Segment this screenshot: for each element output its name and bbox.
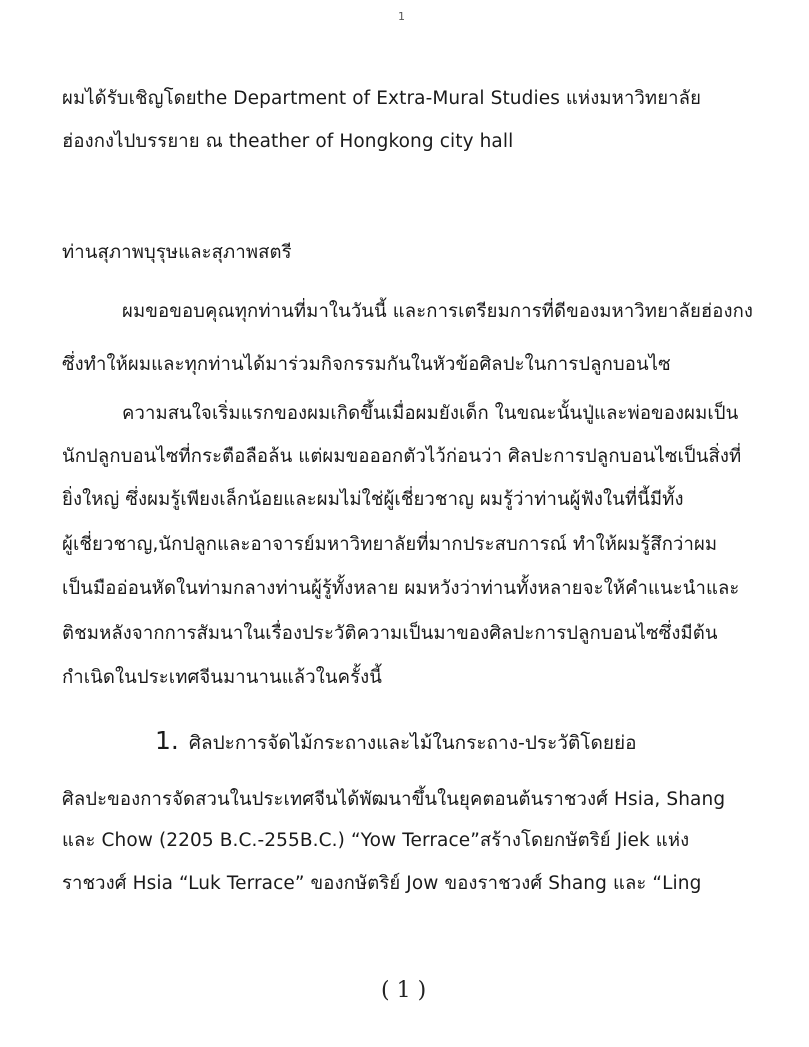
paragraph2-line-6: ติชมหลังจากการสัมนาในเรื่องประวัติความเป็นมาของศิลปะการปลูกบอนไซซึ่งมีต้น — [62, 623, 718, 644]
section-title: ศิลปะการจัดไม้กระถางและไม้ในกระถาง-ประวัติโดยย่อ — [188, 732, 637, 754]
paragraph2-line-2: นักปลูกบอนไซที่กระตือลือล้น แต่ผมขอออกตัวไว้ก่อนว่า ศิลปะการปลูกบอนไซเป็นสิ่งที่ — [62, 446, 742, 467]
paragraph2-line-4: ผู้เชี่ยวชาญ,นักปลูกและอาจารย์มหาวิทยาลัยที่มากประสบการณ์ ทำให้ผมรู้สึกว่าผม — [62, 534, 718, 555]
paragraph3-line-2: และ Chow (2205 B.C.-255B.C.) “Yow Terrace”สร้างโดยกษัตริย์ Jiek แห่ง — [62, 830, 690, 851]
top-page-mark: 1 — [398, 10, 405, 23]
intro-line-1: ผมได้รับเชิญโดยthe Department of Extra-Mural Studies แห่งมหาวิทยาลัย — [62, 88, 702, 109]
paragraph1-line-1: ผมขอขอบคุณทุกท่านที่มาในวันนี้ และการเตรียมการที่ดีของมหาวิทยาลัยฮ่องกง — [122, 301, 754, 322]
page-number: ( 1 ) — [381, 978, 427, 1003]
paragraph1-line-2: ซึ่งทำให้ผมและทุกท่านได้มาร่วมกิจกรรมกันในหัวข้อศิลปะในการปลูกบอนไซ — [62, 354, 671, 375]
paragraph2-line-7: กำเนิดในประเทศจีนมานานแล้วในครั้งนี้ — [62, 667, 383, 688]
paragraph2-line-5: เป็นมืออ่อนหัดในท่ามกลางท่านผู้รู้ทั้งหลาย ผมหวังว่าท่านทั้งหลายจะให้คำแนะนำและ — [62, 578, 740, 599]
intro-line-2: ฮ่องกงไปบรรยาย ณ theather of Hongkong city hall — [62, 131, 514, 152]
paragraph2-line-1: ความสนใจเริ่มแรกของผมเกิดขึ้นเมื่อผมยังเด็ก ในขณะนั้นปู่และพ่อของผมเป็น — [122, 403, 739, 424]
paragraph3-line-3: ราชวงศ์ Hsia “Luk Terrace” ของกษัตริย์ Jow ของราชวงศ์ Shang และ “Ling — [62, 873, 702, 894]
section-number: 1. — [155, 726, 179, 755]
salutation: ท่านสุภาพบุรุษและสุภาพสตรี — [62, 242, 292, 263]
paragraph2-line-3: ยิ่งใหญ่ ซึ่งผมรู้เพียงเล็กน้อยและผมไม่ใช่ผู้เชี่ยวชาญ ผมรู้ว่าท่านผู้ฟังในที่นี้มีทั้ง — [62, 489, 684, 510]
paragraph3-line-1: ศิลปะของการจัดสวนในประเทศจีนได้พัฒนาขึ้นในยุคตอนต้นราชวงศ์ Hsia, Shang — [62, 789, 726, 810]
section-heading — [155, 728, 637, 756]
